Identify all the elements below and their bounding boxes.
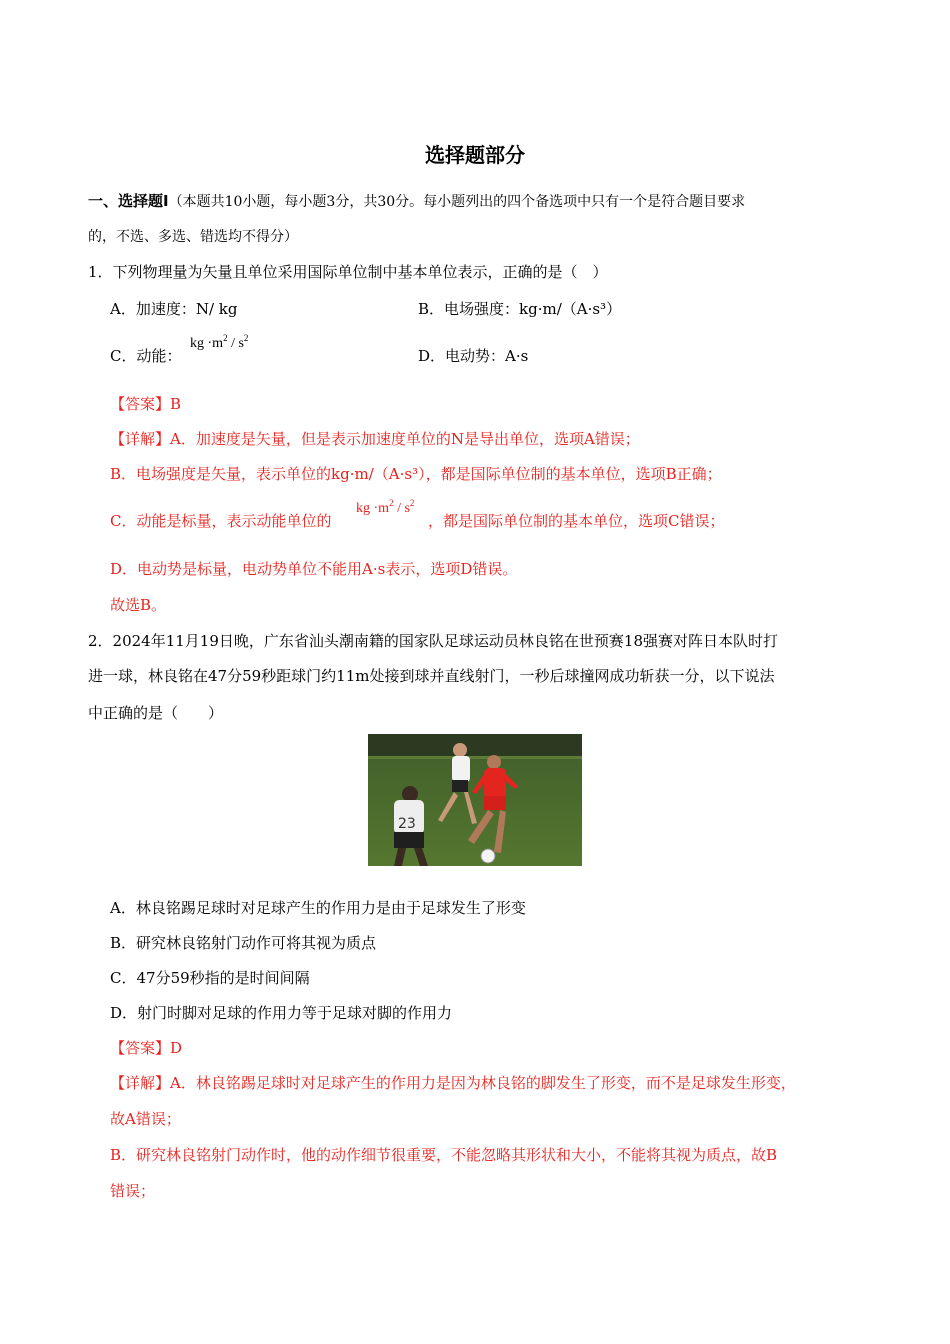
q2-stem-line-3: 中正确的是（ ） — [88, 704, 224, 722]
q2-explanation-a-cont: 故A错误； — [110, 1110, 181, 1128]
q2-option-c: C．47分59秒指的是时间间隔 — [110, 969, 310, 987]
q1-stem: 1．下列物理量为矢量且单位采用国际单位制中基本单位表示，正确的是（ ） — [88, 263, 608, 281]
q1-option-c: C．动能： — [110, 347, 182, 365]
q2-explanation-b: B．研究林良铭射门动作时，他的动作细节很重要，不能忽略其形状和大小，不能将其视为质点，故B — [110, 1146, 778, 1164]
unit-s: / s — [227, 336, 244, 351]
q1-option-d: D．电动势：A·s — [418, 347, 529, 365]
unit-exponent: 2 — [409, 498, 415, 508]
q2-explanation-b-cont: 错误； — [110, 1182, 156, 1200]
q2-option-b: B．研究林良铭射门动作可将其视为质点 — [110, 934, 377, 952]
q1-option-a: A．加速度：N/ kg — [110, 300, 238, 318]
unit-exponent: 2 — [243, 333, 249, 343]
q1-explanation-d: D．电动势是标量，电动势单位不能用A·s表示，选项D错误。 — [110, 560, 518, 578]
jersey-number: 23 — [398, 816, 416, 832]
q1-option-b: B．电场强度：kg·m/（A·s³） — [418, 300, 622, 318]
q1-explanation-c-cont: ，都是国际单位制的基本单位，选项C错误； — [428, 512, 725, 530]
football-photo — [368, 734, 582, 866]
q1-conclusion: 故选B。 — [110, 596, 167, 614]
unit-s: / s — [393, 501, 410, 516]
q2-answer: 【答案】D — [110, 1039, 183, 1057]
q2-option-a: A．林良铭踢足球时对足球产生的作用力是由于足球发生了形变 — [110, 899, 526, 917]
unit-exponent: 2 — [223, 333, 228, 343]
q1-answer: 【答案】B — [110, 395, 182, 413]
q1-option-c-unit — [190, 333, 248, 352]
q1-explanation-c-unit — [356, 498, 414, 517]
part1-heading-line — [88, 191, 745, 212]
q1-explanation-b: B．电场强度是矢量，表示单位的kg·m/（A·s³），都是国际单位制的基本单位，选项B正确； — [110, 465, 722, 483]
unit-kg-m: kg ·m — [356, 501, 390, 516]
unit-kg-m: kg ·m — [190, 336, 224, 351]
q1-explanation-a: 【详解】A．加速度是矢量，但是表示加速度单位的N是导出单位，选项A错误； — [110, 430, 640, 448]
part1-instructions: （本题共10小题，每小题3分，共30分。每小题列出的四个备选项中只有一个是符合题目要求 — [168, 194, 746, 210]
q2-explanation-a: 【详解】A．林良铭踢足球时对足球产生的作用力是因为林良铭的脚发生了形变，而不是足球发生形变， — [110, 1074, 796, 1092]
q1-explanation-c: C．动能是标量，表示动能单位的 — [110, 512, 332, 530]
part1-heading: 一、选择题Ⅰ — [88, 192, 169, 210]
part1-instructions-cont: 的，不选、多选、错选均不得分） — [88, 229, 298, 245]
q2-stem-line-1: 2．2024年11月19日晚，广东省汕头潮南籍的国家队足球运动员林良铭在世预赛18强赛对阵日本队时打 — [88, 632, 778, 650]
unit-exponent: 2 — [389, 498, 394, 508]
q2-stem-line-2: 进一球，林良铭在47分59秒距球门约11m处接到球并直线射门，一秒后球撞网成功斩获一分，以下说法 — [88, 667, 775, 685]
football-scene-illustration — [368, 734, 582, 866]
section-title: 选择题部分 — [425, 143, 525, 167]
football-ball — [481, 849, 495, 863]
q2-option-d: D．射门时脚对足球的作用力等于足球对脚的作用力 — [110, 1004, 453, 1022]
